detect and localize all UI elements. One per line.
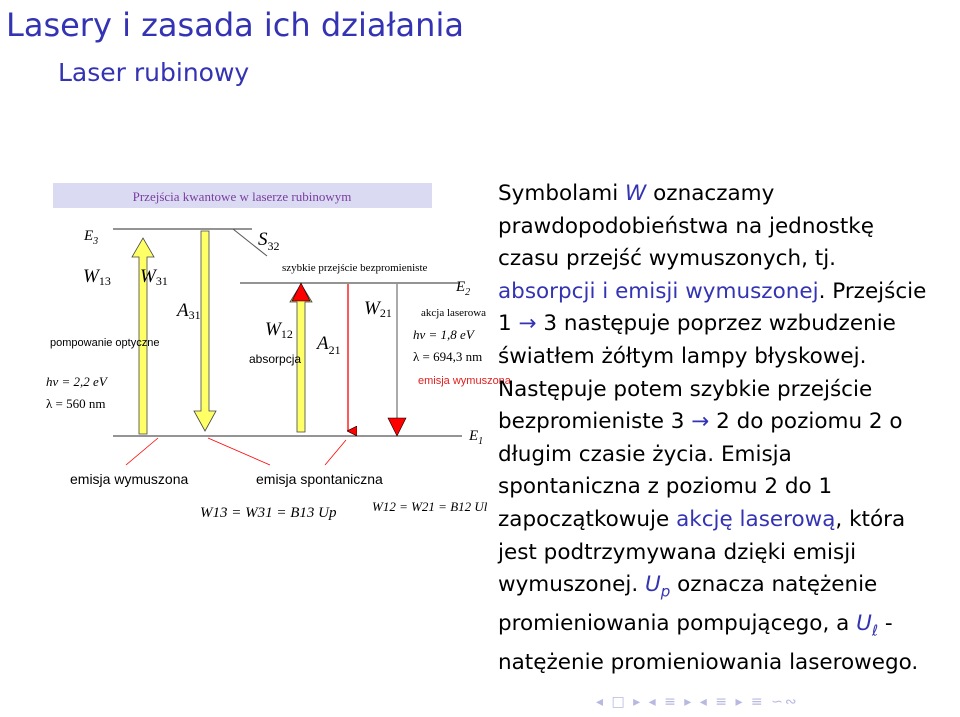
level-e3-label: $E_3$: [84, 228, 99, 247]
equation-pump: W13 = W31 = B13 Up: [200, 505, 337, 521]
figure-header: Przejścia kwantowe w laserze rubinowym: [132, 189, 352, 204]
stim-emission-red-label: emisja wymuszona: [418, 375, 511, 387]
equation-laser: W12 = W21 = B12 Ul: [372, 499, 488, 514]
nav-subsection-icon[interactable]: ◂ ≡ ▸: [699, 694, 745, 710]
level-e1-label: $E_1$: [469, 428, 484, 447]
w12-label: W12: [265, 319, 293, 341]
slide-title: Lasery i zasada ich działania: [6, 6, 464, 44]
spont-emission-label: emisja spontaniczna: [256, 471, 383, 487]
w21-label: W21: [364, 298, 392, 320]
laser-action-label: akcja laserowa: [421, 307, 487, 319]
lambda-laser-label: λ = 694,3 nm: [413, 349, 483, 364]
spont-pointer-line-2: [325, 440, 346, 465]
w13-label: W13: [83, 266, 111, 288]
fast-transition-label: szybkie przejście bezpromieniste: [282, 262, 428, 274]
hv-laser-label: hν = 1,8 eV: [413, 327, 474, 342]
s32-label: $S_{32}$: [258, 229, 280, 253]
level-e2-label: $E_2$: [456, 279, 471, 298]
pumping-label: pompowanie optyczne: [50, 337, 160, 349]
description-text: Symbolami W oznaczamy prawdopodobieństwa na jednostkę czasu przejść wymuszonych, tj. absorpcji i emisji wymuszonej. Przejście 1 → 3 następuje poprzez wzbudzenie światłem żółtym lampy błyskowej. Następuje potem szybkie przejście bezpromieniste 3 → 2 do poziomu 2 o długim czasie życia. Emisja spontaniczna z poziomu 2 do 1 zapoczątkowuje akcję laserową, która jest podtrzymywana dzięki emisji wymuszonej. $U_p$ oznacza natężenie promieniowania pompującego, a $U_\ell$ - natężenie promieniowania laserowego.: [498, 181, 927, 675]
w31-label: W31: [140, 266, 168, 288]
absorption-label: absorpcja: [249, 352, 302, 366]
hv-pump-label: hν = 2,2 eV: [46, 374, 107, 389]
a31-label: A31: [177, 300, 201, 322]
spont-pointer-line-1: [208, 438, 270, 465]
slide-subtitle: Laser rubinowy: [58, 58, 250, 87]
nav-search-icon[interactable]: ≡ ∽∾: [750, 694, 799, 710]
absorption-arrowhead-red: [292, 283, 310, 301]
beamer-navigation[interactable]: [596, 694, 799, 710]
lambda-pump-label: λ = 560 nm: [46, 396, 106, 411]
nav-section-icon[interactable]: ◂ ≡ ▸: [648, 694, 694, 710]
nav-prev-frame-icon[interactable]: ◂ □ ▸: [596, 694, 643, 710]
stim-pointer-line: [126, 438, 158, 465]
w21-arrowhead: [388, 418, 406, 436]
a21-label: $A_{21}$: [317, 333, 341, 357]
w31-arrow-down: [194, 231, 216, 431]
stim-emission-label: emisja wymuszona: [70, 471, 189, 487]
